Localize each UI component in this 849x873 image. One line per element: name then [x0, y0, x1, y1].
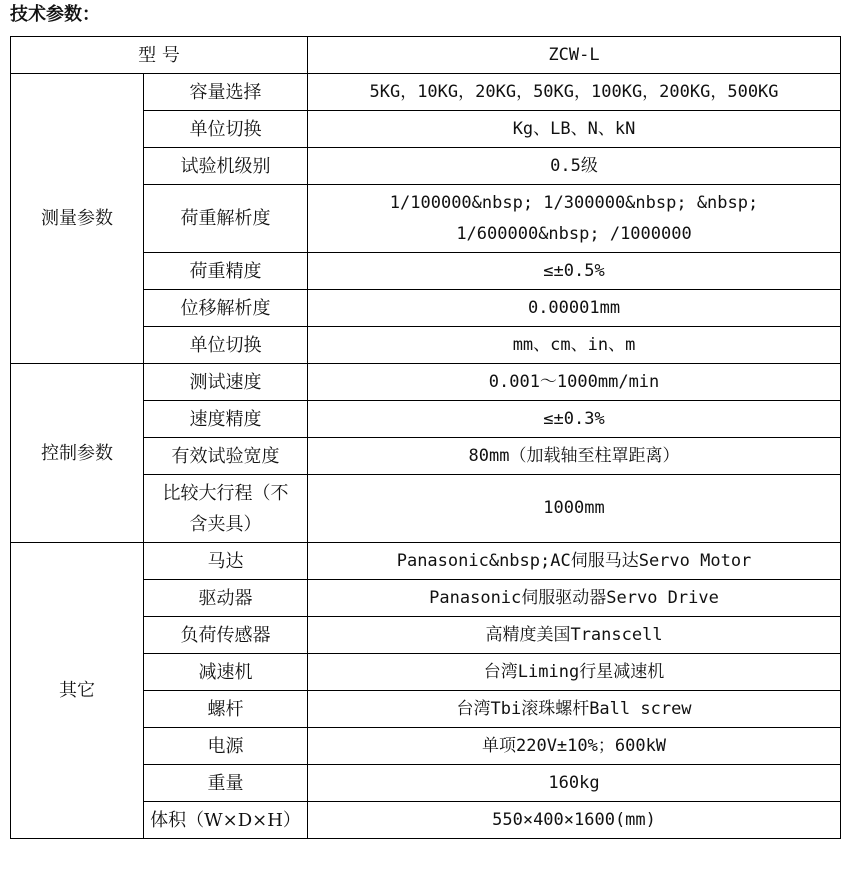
table-row	[11, 543, 841, 580]
row-label: 负荷传感器	[144, 617, 308, 654]
row-label: 马达	[144, 543, 308, 580]
row-value: 0.00001mm	[308, 290, 841, 327]
row-value: 高精度美国Transcell	[308, 617, 841, 654]
row-value: Kg、LB、N、kN	[308, 111, 841, 148]
table-row	[11, 74, 841, 111]
row-label-line: 含夹具）	[189, 513, 262, 535]
row-label: 体积（W×D×H）	[144, 802, 308, 839]
row-label: 位移解析度	[144, 290, 308, 327]
row-label-line: 比较大行程（不	[162, 482, 289, 504]
table-row	[11, 364, 841, 401]
row-value: 80mm（加载轴至柱罩距离）	[308, 438, 841, 475]
row-value: 1000mm	[308, 475, 841, 543]
table-row-model	[11, 37, 841, 74]
row-label: 单位切换	[144, 111, 308, 148]
row-value: 0.5级	[308, 148, 841, 185]
row-label: 驱动器	[144, 580, 308, 617]
row-value: 160kg	[308, 765, 841, 802]
row-value: 台湾Tbi滚珠螺杆Ball screw	[308, 691, 841, 728]
row-value: 单项220V±10%；600kW	[308, 728, 841, 765]
row-value-line: 1/600000&nbsp; /1000000	[456, 223, 692, 244]
row-value: mm、cm、in、m	[308, 327, 841, 364]
row-label: 螺杆	[144, 691, 308, 728]
row-label: 容量选择	[144, 74, 308, 111]
section-heading: 技术参数：	[10, 4, 100, 25]
row-value: 0.001～1000mm/min	[308, 364, 841, 401]
row-label: 荷重精度	[144, 253, 308, 290]
row-value: 550×400×1600(mm)	[308, 802, 841, 839]
row-value: Panasonic伺服驱动器Servo Drive	[308, 580, 841, 617]
row-value: 台湾Liming行星减速机	[308, 654, 841, 691]
group-name-measure: 测量参数	[11, 74, 144, 364]
row-value	[308, 185, 841, 253]
row-label: 测试速度	[144, 364, 308, 401]
row-value-line: 1/100000&nbsp; 1/300000&nbsp; &nbsp;	[389, 192, 759, 213]
row-label: 重量	[144, 765, 308, 802]
row-value: Panasonic&nbsp;AC伺服马达Servo Motor	[308, 543, 841, 580]
group-name-control: 控制参数	[11, 364, 144, 543]
row-label: 试验机级别	[144, 148, 308, 185]
row-label: 电源	[144, 728, 308, 765]
row-label: 减速机	[144, 654, 308, 691]
row-label	[144, 475, 308, 543]
row-label: 单位切换	[144, 327, 308, 364]
row-value: ≤±0.5%	[308, 253, 841, 290]
spec-table	[10, 36, 841, 839]
row-value: ≤±0.3%	[308, 401, 841, 438]
model-label: 型 号	[11, 37, 308, 74]
group-name-other: 其它	[11, 543, 144, 839]
model-value: ZCW-L	[308, 37, 841, 74]
row-label: 荷重解析度	[144, 185, 308, 253]
row-label: 有效试验宽度	[144, 438, 308, 475]
row-label: 速度精度	[144, 401, 308, 438]
row-value: 5KG，10KG，20KG，50KG，100KG，200KG，500KG	[308, 74, 841, 111]
